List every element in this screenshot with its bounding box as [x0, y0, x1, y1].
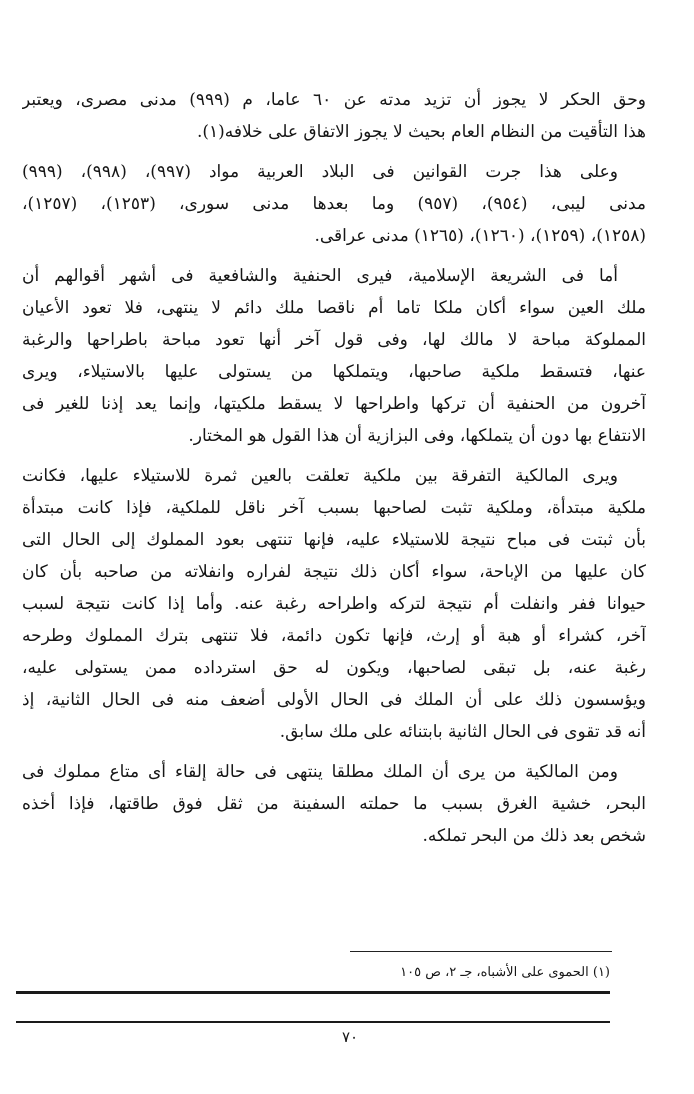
text-line: (١٢٥٨)، (١٢٥٩)، (١٢٦٠)، (١٢٦٥) مدنى عراقى. — [314, 226, 646, 246]
text-line: رغبة عنه، بل تبقى لصاحبها، ويكون له حق استرداده ممن يستولى عليه، — [22, 658, 646, 678]
text-line: شخص بعد ذلك من البحر تملكه. — [422, 826, 646, 846]
text-line: الانتفاع بها دون أن يتملكها، وفى البزازية أن هذا القول هو المختار. — [188, 426, 646, 446]
text-line: آخرون من الحنفية أن تركها واطراحها لا يسقط ملكيتها، وإنما يعد إذنا للغير فى — [22, 394, 646, 414]
text-line: البحر، خشية الغرق بسبب ما حملته السفينة من ثقل فوق طاقتها، فإذا أخذه — [22, 794, 646, 814]
page-rule-top — [16, 991, 610, 994]
text-line: مدنى ليبى، (٩٥٤)، (٩٥٧) وما بعدها مدنى سورى، (١٢٥٣)، (١٢٥٧)، — [22, 194, 646, 214]
text-line: ملك العين سواء أكان ملكا تاما أم ناقصا ملك دائم لا ينتهى، فلا تعود الأعيان — [22, 298, 646, 318]
page-number: ٧٠ — [341, 1028, 359, 1046]
text-line: حيوانا ففر وانفلت أم نتيجة لتركه واطراحه رغبة عنه. وأما إذا كانت نتيجة لسبب — [22, 594, 646, 614]
text-line: آخر، كشراء أو هبة أو إرث، فإنها تكون دائمة، فلا تنتهى بترك المملوك وطرحه — [22, 626, 646, 646]
text-line: ملكية مبتدأة، وملكية تثبت لصاحبها بسبب آخر ناقل للملكية، فإذا كانت مبتدأة — [22, 498, 646, 518]
body-text — [22, 84, 646, 852]
paragraph-1 — [22, 84, 646, 148]
footnote: (١) الحموى على الأشباه، جـ ٢، ص ١٠٥ — [400, 965, 610, 980]
text-line: أما فى الشريعة الإسلامية، فيرى الحنفية والشافعية فى أشهر أقوالهم أن — [22, 266, 618, 286]
text-line: هذا التأقيت من النظام العام بحيث لا يجوز الاتفاق على خلافه(١). — [196, 122, 646, 142]
text-line: وعلى هذا جرت القوانين فى البلاد العربية مواد (٩٩٧)، (٩٩٨)، (٩٩٩) — [22, 162, 619, 182]
text-line: ويؤسسون ذلك على أن الملك فى الحال الأولى أضعف منه فى الحال الثانية، إذ — [22, 690, 646, 710]
text-line: بأن ثبتت فى مباح نتيجة للاستيلاء عليه، فإنها تنتهى بعود المملوك إلى الحال التى — [22, 530, 646, 550]
paragraph-2 — [22, 156, 646, 252]
paragraph-5 — [22, 756, 646, 852]
text-line: أنه قد تقوى فى الحال الثانية بابتنائه على ملك سابق. — [279, 722, 646, 742]
footnote-separator — [350, 951, 612, 952]
text-line: المملوكة مباحة لا مالك لها، وفى قول آخر أنها تعود مباحة باطراحها والرغبة — [22, 330, 646, 350]
paragraph-4 — [22, 460, 646, 748]
paragraph-3 — [22, 260, 646, 452]
text-line: ومن المالكية من يرى أن الملك مطلقا ينتهى فى حالة إلقاء أى متاع مملوك فى — [22, 762, 618, 782]
page-rule-bottom — [16, 1021, 610, 1023]
text-line: كان عليها من الإباحة، سواء أكان ذلك نتيجة لفراره وانفلاته من صاحبه بأن كان — [22, 562, 646, 582]
text-line: عنها، فتسقط ملكية صاحبها، ويتملكها من يستولى عليها بالاستيلاء، ويرى — [22, 362, 646, 382]
text-line: وحق الحكر لا يجوز أن تزيد مدته عن ٦٠ عاما، م (٩٩٩) مدنى مصرى، ويعتبر — [22, 90, 646, 110]
text-line: ويرى المالكية التفرقة بين ملكية تعلقت بالعين ثمرة للاستيلاء عليها، فكانت — [22, 466, 618, 486]
